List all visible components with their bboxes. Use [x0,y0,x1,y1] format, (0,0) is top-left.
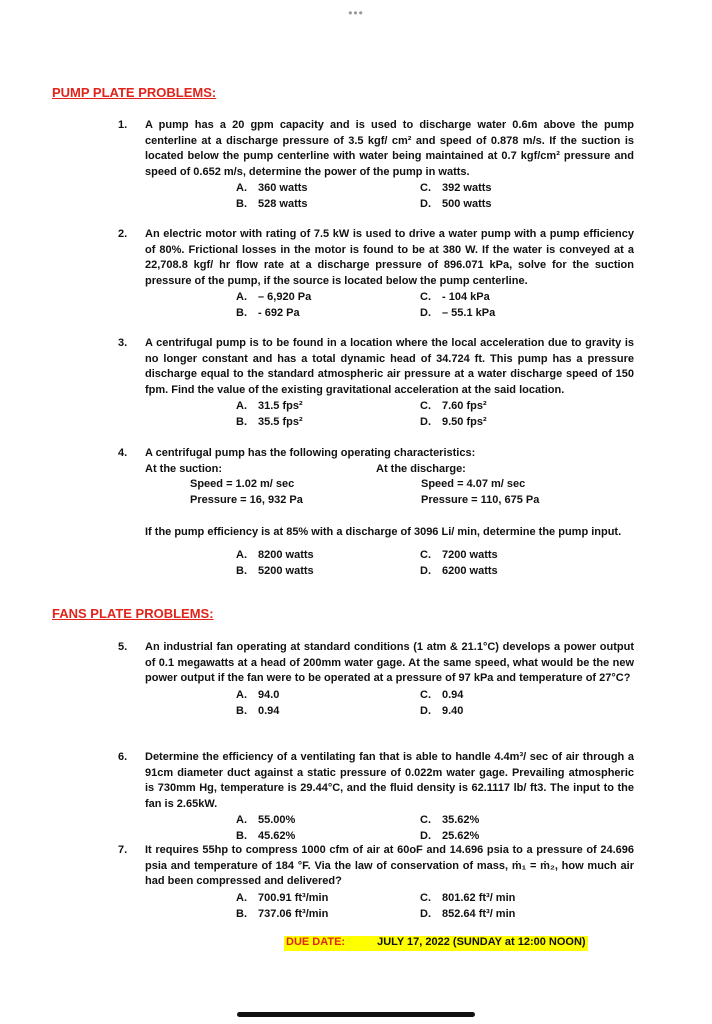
question-text: A centrifugal pump is to be found in a location where the local acceleration due to gravity is no longer constant and has a total dynamic head of 34.724 ft. This pump has a pressure discharge equal to the standard atmospheric air pressure at a water discharge speed of 150 fpm. Find the value of the existing gravitational acceleration at the said location. [145,337,634,396]
choices [118,290,634,322]
question-text: It requires 55hp to compress 1000 cfm of air at 60oF and 14.696 psia to a pressure of 24.696 psia and temperature of 184 °F. Via the law of conservation of mass, ṁ₁ = ṁ₂, how much air had been compressed and delivered? [145,844,634,887]
choices [118,181,634,213]
due-date-banner [284,936,588,951]
operating-characteristics [118,462,634,510]
choice-d: D. – 55.1 kPa [420,307,496,319]
question-number: 1. [118,119,128,131]
due-date-value: JULY 17, 2022 (SUNDAY at 12:00 NOON) [377,936,586,948]
choice-b: B. 5200 watts [236,565,314,577]
choice-c: C. 35.62% [420,814,480,826]
question-text: An electric motor with rating of 7.5 kW is used to drive a water pump with a pump efficiency of 80%. Frictional losses in the motor is found to be at 380 W. If the water is conveyed at a 22,708.8 kgf/ hr flow rate at a discharge pressure of 896.071 kPa, solve for the suction pressure of the pump, if the source is located below the pump centerline. [145,228,634,287]
discharge-speed: Speed = 4.07 m/ sec [421,478,526,490]
question-7 [118,843,634,923]
choice-c: C. - 104 kPa [420,291,490,303]
suction-label: At the suction: [145,462,222,475]
choices [118,813,634,845]
choice-c: C. 7200 watts [420,549,498,561]
choices [118,548,634,580]
question-5 [118,640,634,720]
choice-b: B. 35.5 fps² [236,416,303,428]
choice-a: A. – 6,920 Pa [236,291,312,303]
choice-a: A. 31.5 fps² [236,400,303,412]
choice-b: B. 45.62% [236,830,296,842]
question-3 [118,336,634,431]
question-number: 7. [118,844,128,856]
pump-section-title: PUMP PLATE PROBLEMS: [52,85,217,100]
question-6 [118,750,634,845]
discharge-pressure: Pressure = 110, 675 Pa [421,493,540,506]
choice-d: D. 9.50 fps² [420,416,487,428]
window-menu-indicator[interactable]: ••• [348,6,364,20]
choices [118,688,634,720]
choice-d: D. 25.62% [420,830,480,842]
choice-a: A. 360 watts [236,182,308,194]
choice-d: D. 6200 watts [420,565,498,577]
choice-a: A. 700.91 ft³/min [236,891,329,904]
choice-d: D. 500 watts [420,198,492,210]
question-text: Determine the efficiency of a ventilating fan that is able to handle 4.4m³/ sec of air through a 91cm diameter duct against a static pressure of 0.022m water gage. Prevailing atmospheric is 730mm Hg, temperature is 29.44°C, and the fluid density is 62.1117 lb/ ft3. The input to the fan is 2.65kW. [145,751,634,810]
question-1 [118,118,634,213]
suction-speed: Speed = 1.02 m/ sec [190,478,295,490]
choice-a: A. 94.0 [236,688,280,701]
question-number: 3. [118,337,128,349]
choice-c: C. 0.94 [420,688,464,701]
choices [118,891,634,923]
question-number: 2. [118,228,128,240]
choice-c: C. 7.60 fps² [420,400,487,412]
question-number: 4. [118,447,128,459]
choice-b: B. 737.06 ft³/min [236,907,329,920]
suction-pressure: Pressure = 16, 932 Pa [190,493,303,506]
fans-section-title: FANS PLATE PROBLEMS: [52,606,214,621]
home-indicator[interactable] [237,1012,475,1017]
question-4 [118,446,634,580]
question-text: A pump has a 20 gpm capacity and is used to discharge water 0.6m above the pump centerline at a discharge pressure of 3.5 kgf/ cm² and speed of 0.878 m/s. If the suction is located below the pump centerline with water being maintained at 0.7 kgf/cm² pressure and speed of 0.652 m/s, determine the power of the pump in watts. [145,119,634,178]
choice-a: A. 55.00% [236,814,296,826]
choice-c: C. 392 watts [420,182,492,194]
question-text-continued: If the pump efficiency is at 85% with a discharge of 3096 Li/ min, determine the pump input. [145,525,622,538]
choice-a: A. 8200 watts [236,549,314,561]
question-2 [118,227,634,322]
discharge-label: At the discharge: [376,462,466,475]
choice-c: C. 801.62 ft³/ min [420,891,516,904]
question-text: An industrial fan operating at standard conditions (1 atm & 21.1°C) develops a power output of 0.1 megawatts at a head of 200mm water gage. At the same speed, what would be the new power output if the fan were to be operated at a pressure of 97 kPa and temperature of 27°C? [145,641,634,684]
choice-b: B. - 692 Pa [236,307,300,319]
due-date-label: DUE DATE: [286,936,346,948]
question-text: A centrifugal pump has the following operating characteristics: [145,447,476,459]
choice-d: D. 852.64 ft³/ min [420,907,516,920]
choice-b: B. 0.94 [236,704,280,717]
question-number: 6. [118,751,128,763]
question-number: 5. [118,641,128,653]
choice-b: B. 528 watts [236,198,308,210]
choice-d: D. 9.40 [420,704,464,717]
choices [118,399,634,431]
